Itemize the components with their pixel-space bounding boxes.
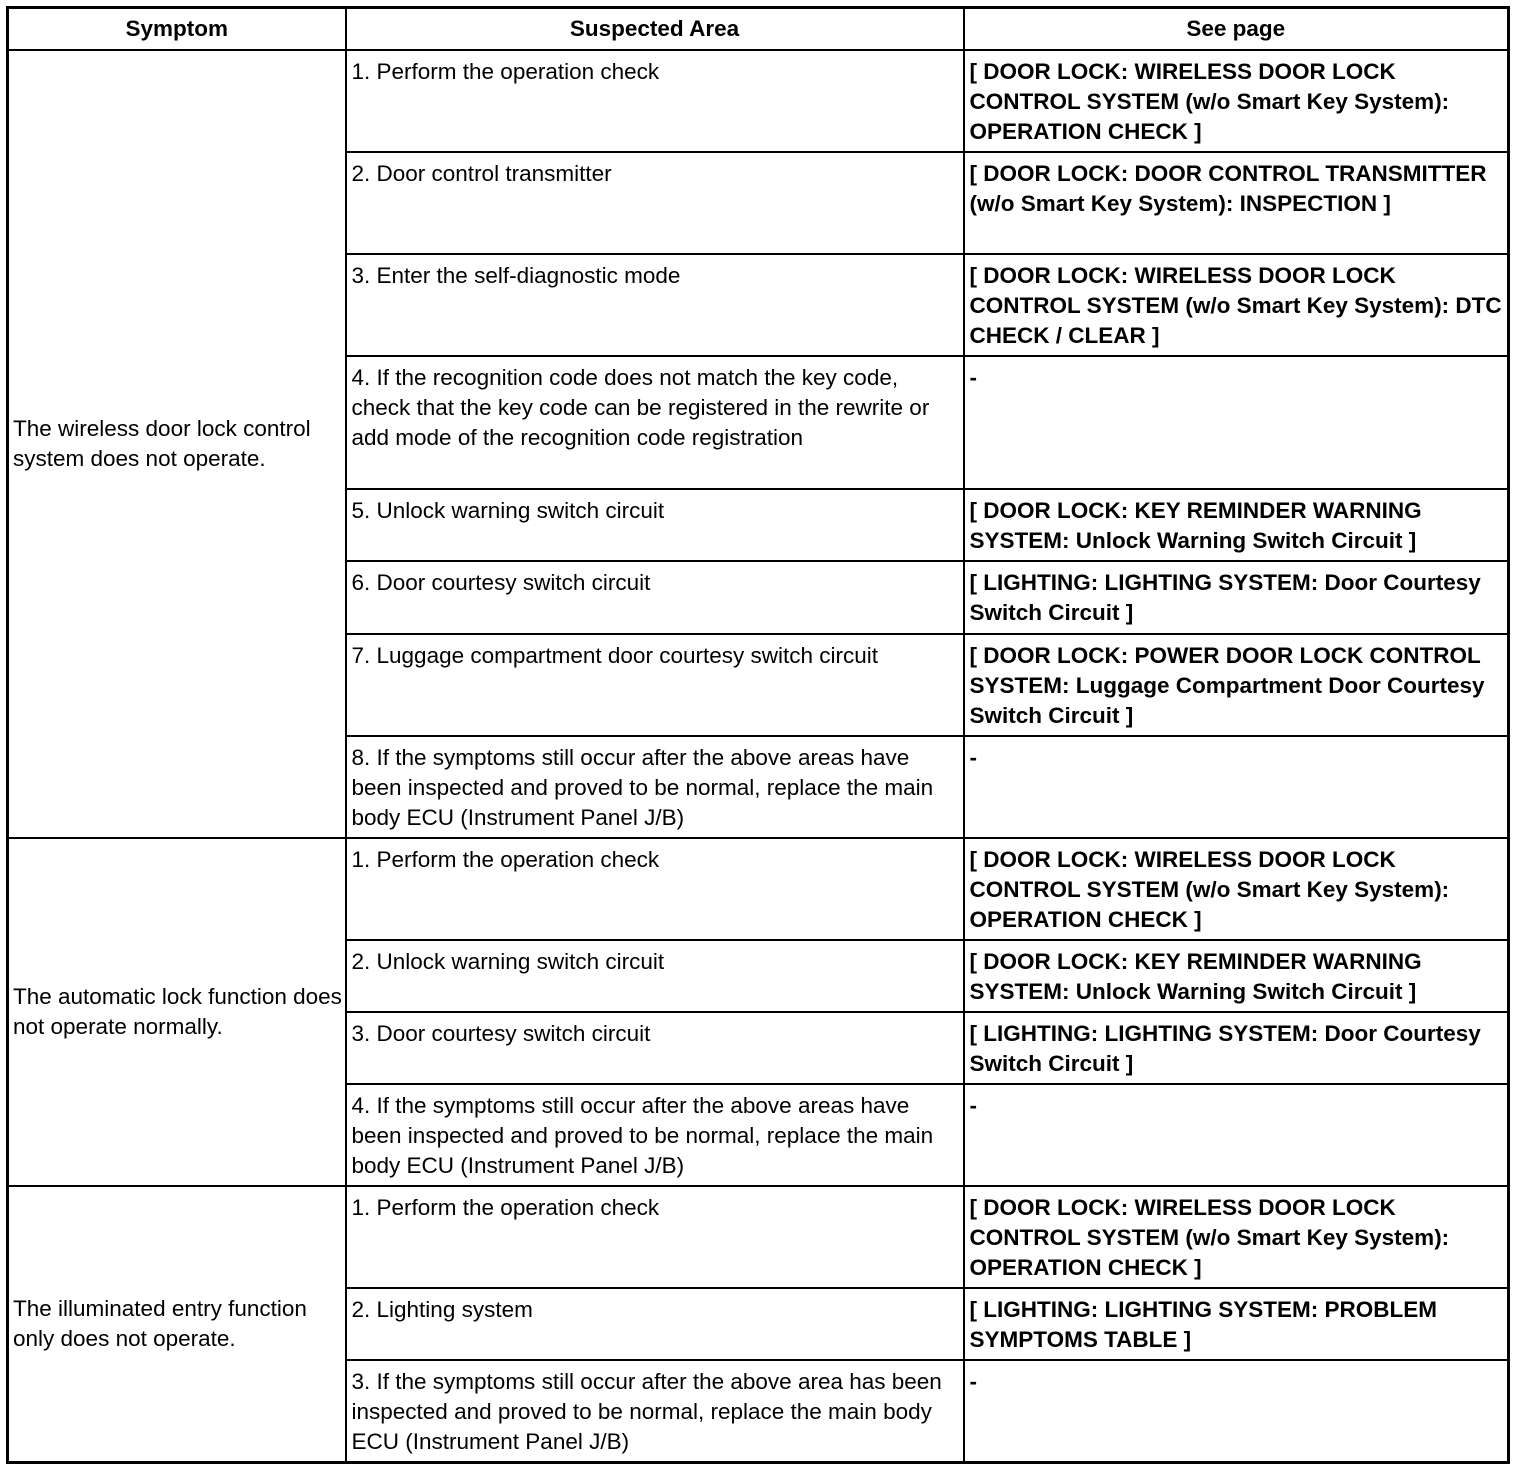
suspected-area-cell: 6. Door courtesy switch circuit — [346, 561, 964, 633]
table-row — [8, 50, 1509, 152]
suspected-area-cell: 7. Luggage compartment door courtesy switch circuit — [346, 634, 964, 736]
header-row — [8, 8, 1509, 51]
suspected-area-cell: 1. Perform the operation check — [346, 838, 964, 940]
suspected-area-cell: 4. If the symptoms still occur after the above areas have been inspected and proved to be normal, replace the main body ECU (Instrument Panel J/B) — [346, 1084, 964, 1186]
header-symptom: Symptom — [8, 8, 346, 51]
suspected-area-cell: 3. Door courtesy switch circuit — [346, 1012, 964, 1084]
see-page-cell: [ DOOR LOCK: KEY REMINDER WARNING SYSTEM: Unlock Warning Switch Circuit ] — [964, 940, 1509, 1012]
see-page-cell: [ DOOR LOCK: KEY REMINDER WARNING SYSTEM: Unlock Warning Switch Circuit ] — [964, 489, 1509, 561]
suspected-area-cell: 1. Perform the operation check — [346, 50, 964, 152]
see-page-cell: - — [964, 356, 1509, 489]
suspected-area-cell: 2. Door control transmitter — [346, 152, 964, 254]
suspected-area-cell: 8. If the symptoms still occur after the above areas have been inspected and proved to be normal, replace the main body ECU (Instrument Panel J/B) — [346, 736, 964, 838]
see-page-cell: [ DOOR LOCK: POWER DOOR LOCK CONTROL SYSTEM: Luggage Compartment Door Courtesy Switch Circuit ] — [964, 634, 1509, 736]
see-page-cell: - — [964, 1084, 1509, 1186]
table-row — [8, 1186, 1509, 1288]
header-see-page: See page — [964, 8, 1509, 51]
see-page-cell: [ DOOR LOCK: DOOR CONTROL TRANSMITTER (w/o Smart Key System): INSPECTION ] — [964, 152, 1509, 254]
see-page-cell: - — [964, 736, 1509, 838]
see-page-cell: [ LIGHTING: LIGHTING SYSTEM: Door Courtesy Switch Circuit ] — [964, 1012, 1509, 1084]
see-page-cell: [ DOOR LOCK: WIRELESS DOOR LOCK CONTROL SYSTEM (w/o Smart Key System): DTC CHECK / CLEAR ] — [964, 254, 1509, 356]
suspected-area-cell: 4. If the recognition code does not match the key code, check that the key code can be registered in the rewrite or add mode of the recognition code registration — [346, 356, 964, 489]
suspected-area-cell: 2. Lighting system — [346, 1288, 964, 1360]
symptom-cell: The automatic lock function does not operate normally. — [8, 838, 346, 1186]
see-page-cell: [ DOOR LOCK: WIRELESS DOOR LOCK CONTROL SYSTEM (w/o Smart Key System): OPERATION CHECK ] — [964, 50, 1509, 152]
see-page-cell: [ LIGHTING: LIGHTING SYSTEM: Door Courtesy Switch Circuit ] — [964, 561, 1509, 633]
problem-symptoms-table — [6, 6, 1510, 1464]
symptom-cell: The wireless door lock control system does not operate. — [8, 50, 346, 838]
table-row — [8, 838, 1509, 940]
suspected-area-cell: 3. Enter the self-diagnostic mode — [346, 254, 964, 356]
suspected-area-cell: 2. Unlock warning switch circuit — [346, 940, 964, 1012]
suspected-area-cell: 1. Perform the operation check — [346, 1186, 964, 1288]
header-suspected-area: Suspected Area — [346, 8, 964, 51]
suspected-area-cell: 5. Unlock warning switch circuit — [346, 489, 964, 561]
suspected-area-cell: 3. If the symptoms still occur after the above area has been inspected and proved to be normal, replace the main body ECU (Instrument Panel J/B) — [346, 1360, 964, 1462]
symptom-cell: The illuminated entry function only does not operate. — [8, 1186, 346, 1462]
see-page-cell: [ LIGHTING: LIGHTING SYSTEM: PROBLEM SYMPTOMS TABLE ] — [964, 1288, 1509, 1360]
see-page-cell: - — [964, 1360, 1509, 1462]
see-page-cell: [ DOOR LOCK: WIRELESS DOOR LOCK CONTROL SYSTEM (w/o Smart Key System): OPERATION CHECK ] — [964, 1186, 1509, 1288]
see-page-cell: [ DOOR LOCK: WIRELESS DOOR LOCK CONTROL SYSTEM (w/o Smart Key System): OPERATION CHECK ] — [964, 838, 1509, 940]
